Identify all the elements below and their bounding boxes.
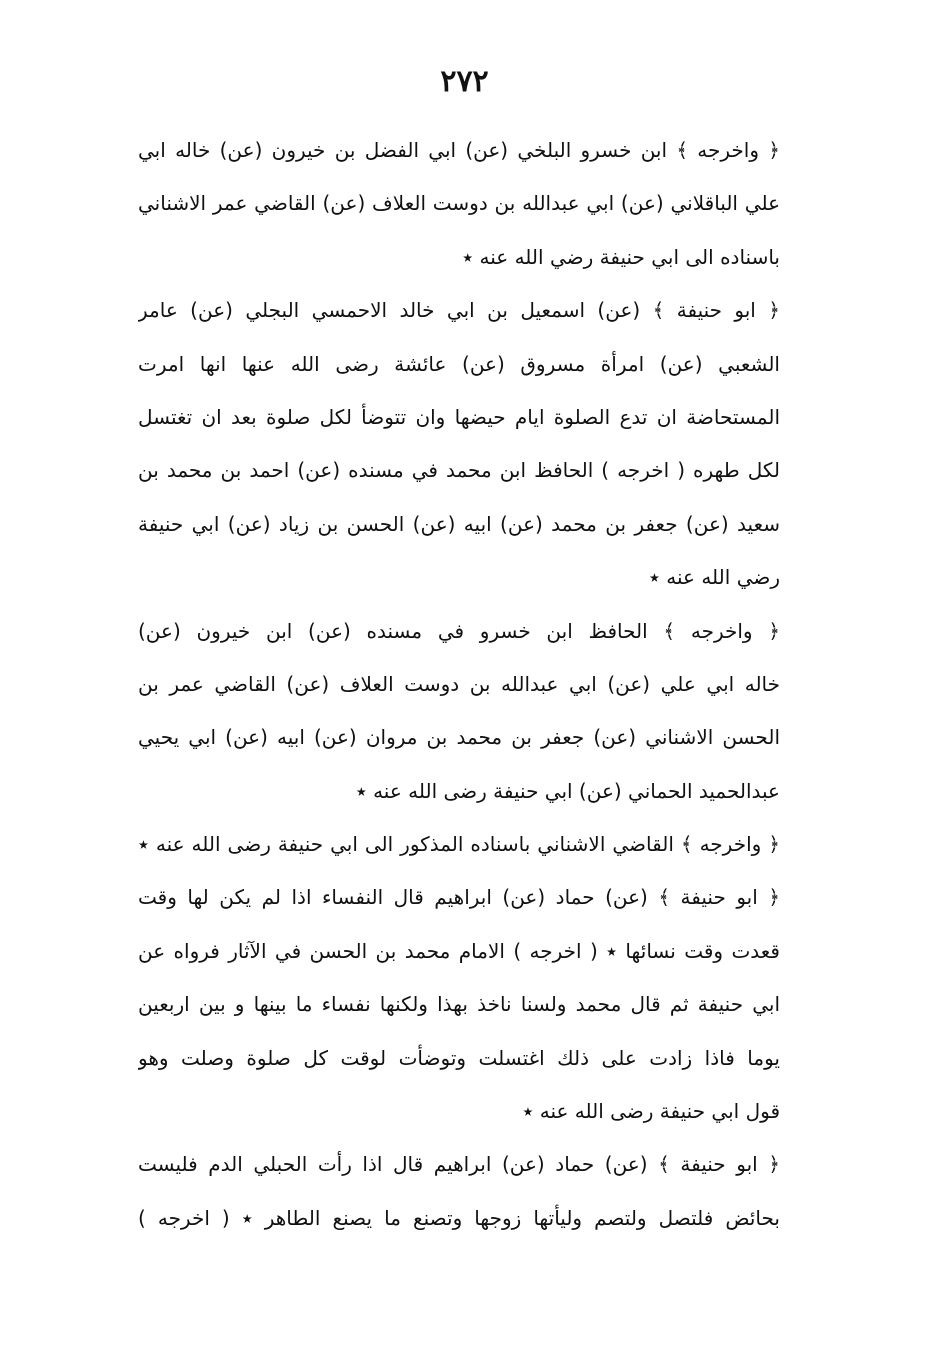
text-line: ﴿ واخرجه ﴾ ابن خسرو البلخي (عن) ابي الفضل بن خيرون (عن) خاله ابي — [138, 138, 780, 162]
text-line: ﴿ ابو حنيفة ﴾ (عن) اسمعيل بن ابي خالد الاحمسي البجلي (عن) عامر — [138, 298, 780, 323]
text-line: الحسن الاشناني (عن) جعفر بن محمد بن مروان (عن) ابيه (عن) ابي يحيي — [138, 725, 780, 750]
text-line: باسناده الى ابي حنيفة رضي الله عنه ٭ — [462, 244, 780, 269]
text-line: ابي حنيفة ثم قال محمد ولسنا ناخذ بهذا ولكنها نفساء ما بينها و بين اربعين — [138, 992, 780, 1017]
arabic-text-body — [138, 124, 780, 1245]
text-line: قول ابي حنيفة رضى الله عنه ٭ — [522, 1099, 780, 1124]
text-line: لكل طهره ( اخرجه ) الحافظ ابن محمد في مسنده (عن) احمد بن محمد بن — [138, 458, 780, 483]
text-line: ﴿ ابو حنيفة ﴾ (عن) حماد (عن) ابراهيم قال النفساء اذا لم يكن لها وقت — [138, 885, 780, 910]
text-line: ﴿ واخرجه ﴾ القاضي الاشناني باسناده المذكور الى ابي حنيفة رضى الله عنه ٭ — [138, 832, 780, 857]
text-line: الشعبي (عن) امرأة مسروق (عن) عائشة رضى الله عنها انها امرت — [138, 351, 780, 376]
text-line: خاله ابي علي (عن) ابي عبدالله بن دوست العلاف (عن) القاضي عمر بن — [138, 671, 780, 696]
text-line: علي الباقلاني (عن) ابي عبدالله بن دوست العلاف (عن) القاضي عمر الاشناني — [138, 191, 780, 216]
text-line: المستحاضة ان تدع الصلوة ايام حيضها وان تتوضأ لكل صلوة بعد ان تغتسل — [138, 404, 780, 429]
text-line: ﴿ ابو حنيفة ﴾ (عن) حماد (عن) ابراهيم قال اذا رأت الحبلي الدم فليست — [138, 1152, 780, 1177]
text-line: بحائض فلتصل ولتصم وليأتها زوجها وتصنع ما يصنع الطاهر ٭ ( اخرجه ) — [138, 1205, 780, 1230]
text-line: يوما فاذا زادت على ذلك اغتسلت وتوضأت لوقت كل صلوة وصلت وهو — [138, 1045, 780, 1070]
text-line: رضي الله عنه ٭ — [649, 565, 780, 590]
text-line: سعيد (عن) جعفر بن محمد (عن) ابيه (عن) الحسن بن زياد (عن) ابي حنيفة — [138, 511, 780, 536]
text-line: عبدالحميد الحماني (عن) ابي حنيفة رضى الله عنه ٭ — [355, 778, 780, 803]
text-line: ﴿ واخرجه ﴾ الحافظ ابن خسرو في مسنده (عن) ابن خيرون (عن) — [138, 618, 780, 643]
page-number: ٢٧٢ — [440, 64, 489, 99]
text-line: قعدت وقت نسائها ٭ ( اخرجه ) الامام محمد بن الحسن في الآثار فرواه عن — [138, 938, 780, 963]
